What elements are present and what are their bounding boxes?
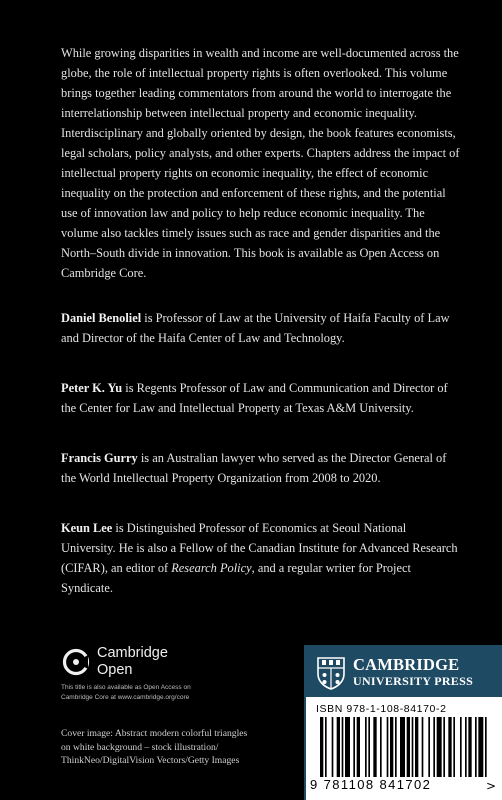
- editor-bio-text: is an Australian lawyer who served as the Director General of the World Intellectual Property Organization from 2008 to 2020.: [61, 451, 447, 485]
- barcode-bar: [468, 717, 471, 777]
- editor-bio-lee: [61, 518, 461, 598]
- barcode-arrow-icon: >: [485, 779, 496, 793]
- editor-bio-yu: [61, 378, 461, 418]
- barcode-bar: [400, 717, 405, 777]
- barcode-bar: [325, 717, 327, 777]
- editor-bio-benoliel: [61, 308, 461, 348]
- barcode-bar: [380, 717, 382, 777]
- editor-bio-text: is Distinguished Professor of Economics at Seoul National University. He is also a Fellow of the Canadian Institute for Advanced Research (CIFAR), an editor of: [61, 521, 458, 575]
- publisher-line: CAMBRIDGE: [353, 655, 460, 674]
- barcode-bar: [332, 717, 334, 777]
- barcode-bar: [368, 717, 370, 777]
- credit-line: ThinkNeo/DigitalVision Vectors/Getty Images: [61, 755, 240, 766]
- note-line: Cambridge Core at www.cambridge.org/core: [61, 694, 190, 701]
- barcode-bar: [387, 717, 389, 777]
- barcode-bar: [390, 717, 393, 777]
- barcode-bar: [342, 717, 344, 777]
- cambridge-open-circle-icon: [61, 647, 91, 677]
- barcode-bar: [465, 717, 467, 777]
- editor-bio-gurry: [61, 448, 461, 488]
- credit-line: Cover image: Abstract modern colorful triangles: [61, 728, 248, 739]
- barcode-bar: [365, 717, 367, 777]
- barcode-bar: [433, 717, 435, 777]
- editor-name: Daniel Benoliel: [61, 311, 142, 325]
- barcode-bar: [337, 717, 340, 777]
- barcode-image: [320, 717, 490, 777]
- cambridge-shield-icon: [316, 656, 346, 690]
- wordmark-line: Open: [97, 662, 133, 678]
- barcode-bar: [475, 717, 477, 777]
- barcode-bar: [443, 717, 445, 777]
- barcode-bar: [428, 717, 430, 777]
- publisher-line: UNIVERSITY PRESS: [353, 674, 474, 688]
- barcode-bar: [373, 717, 376, 777]
- barcode-bar: [395, 717, 397, 777]
- cover-image-credit: [61, 727, 291, 768]
- barcode-bar: [407, 717, 410, 777]
- open-access-note: [61, 683, 241, 703]
- isbn-label: ISBN 978-1-108-84170-2: [316, 703, 447, 715]
- barcode-bar: [320, 717, 323, 777]
- editor-bio-text: is Regents Professor of Law and Communication and Director of the Center for Law and Intellectual Property at Texas A&M University.: [61, 381, 448, 415]
- book-description: While growing disparities in wealth and income are well-documented across the globe, the role of intellectual property rights is often overlooked. This volume brings together leading commentators from around the world to interrogate the interrelationship between intellectual property and economic inequality. Interdisciplinary and globally oriented by design, the book features economists, legal scholars, policy analysts, and other experts. Chapters address the impact of intellectual property rights on economic inequality, the effect of economic inequality on the protection and enforcement of these rights, and the potential use of innovation law and policy to help reduce economic inequality. The volume also tackles timely issues such as race and gender disparities and the North–South divide in innovation. This book is available as Open Access on Cambridge Core.: [61, 46, 460, 280]
- barcode-bar: [357, 717, 360, 777]
- barcode-area: [306, 697, 502, 800]
- barcode-bar: [437, 717, 442, 777]
- publisher-name: [353, 655, 498, 689]
- editor-name: Keun Lee: [61, 521, 113, 535]
- wordmark-line: Cambridge: [97, 645, 168, 661]
- barcode-number: 9 781108 841702: [310, 777, 432, 792]
- barcode-bar: [453, 717, 455, 777]
- barcode-bar: [478, 717, 483, 777]
- barcode-bar: [415, 717, 418, 777]
- barcode-bar: [460, 717, 462, 777]
- cambridge-open-wordmark: [97, 645, 168, 679]
- barcode-bar: [353, 717, 355, 777]
- barcode-bar: [448, 717, 451, 777]
- journal-title: Research Policy: [171, 561, 252, 575]
- barcode-bar: [422, 717, 424, 777]
- credit-line: on white background – stock illustration/: [61, 741, 219, 753]
- editor-bio-text: , and a regular writer for Project Syndicate.: [61, 561, 411, 595]
- editor-name: Francis Gurry: [61, 451, 138, 465]
- editor-bio-text: is Professor of Law at the University of Haifa Faculty of Law and Director of the Haifa Center of Law and Technology.: [61, 311, 450, 345]
- note-line: This title is also available as Open Access on: [61, 684, 191, 691]
- cambridge-open-logo: [61, 645, 211, 679]
- barcode-bar: [485, 717, 487, 777]
- barcode-bar: [412, 717, 414, 777]
- barcode-bar: [345, 717, 350, 777]
- editor-name: Peter K. Yu: [61, 381, 123, 395]
